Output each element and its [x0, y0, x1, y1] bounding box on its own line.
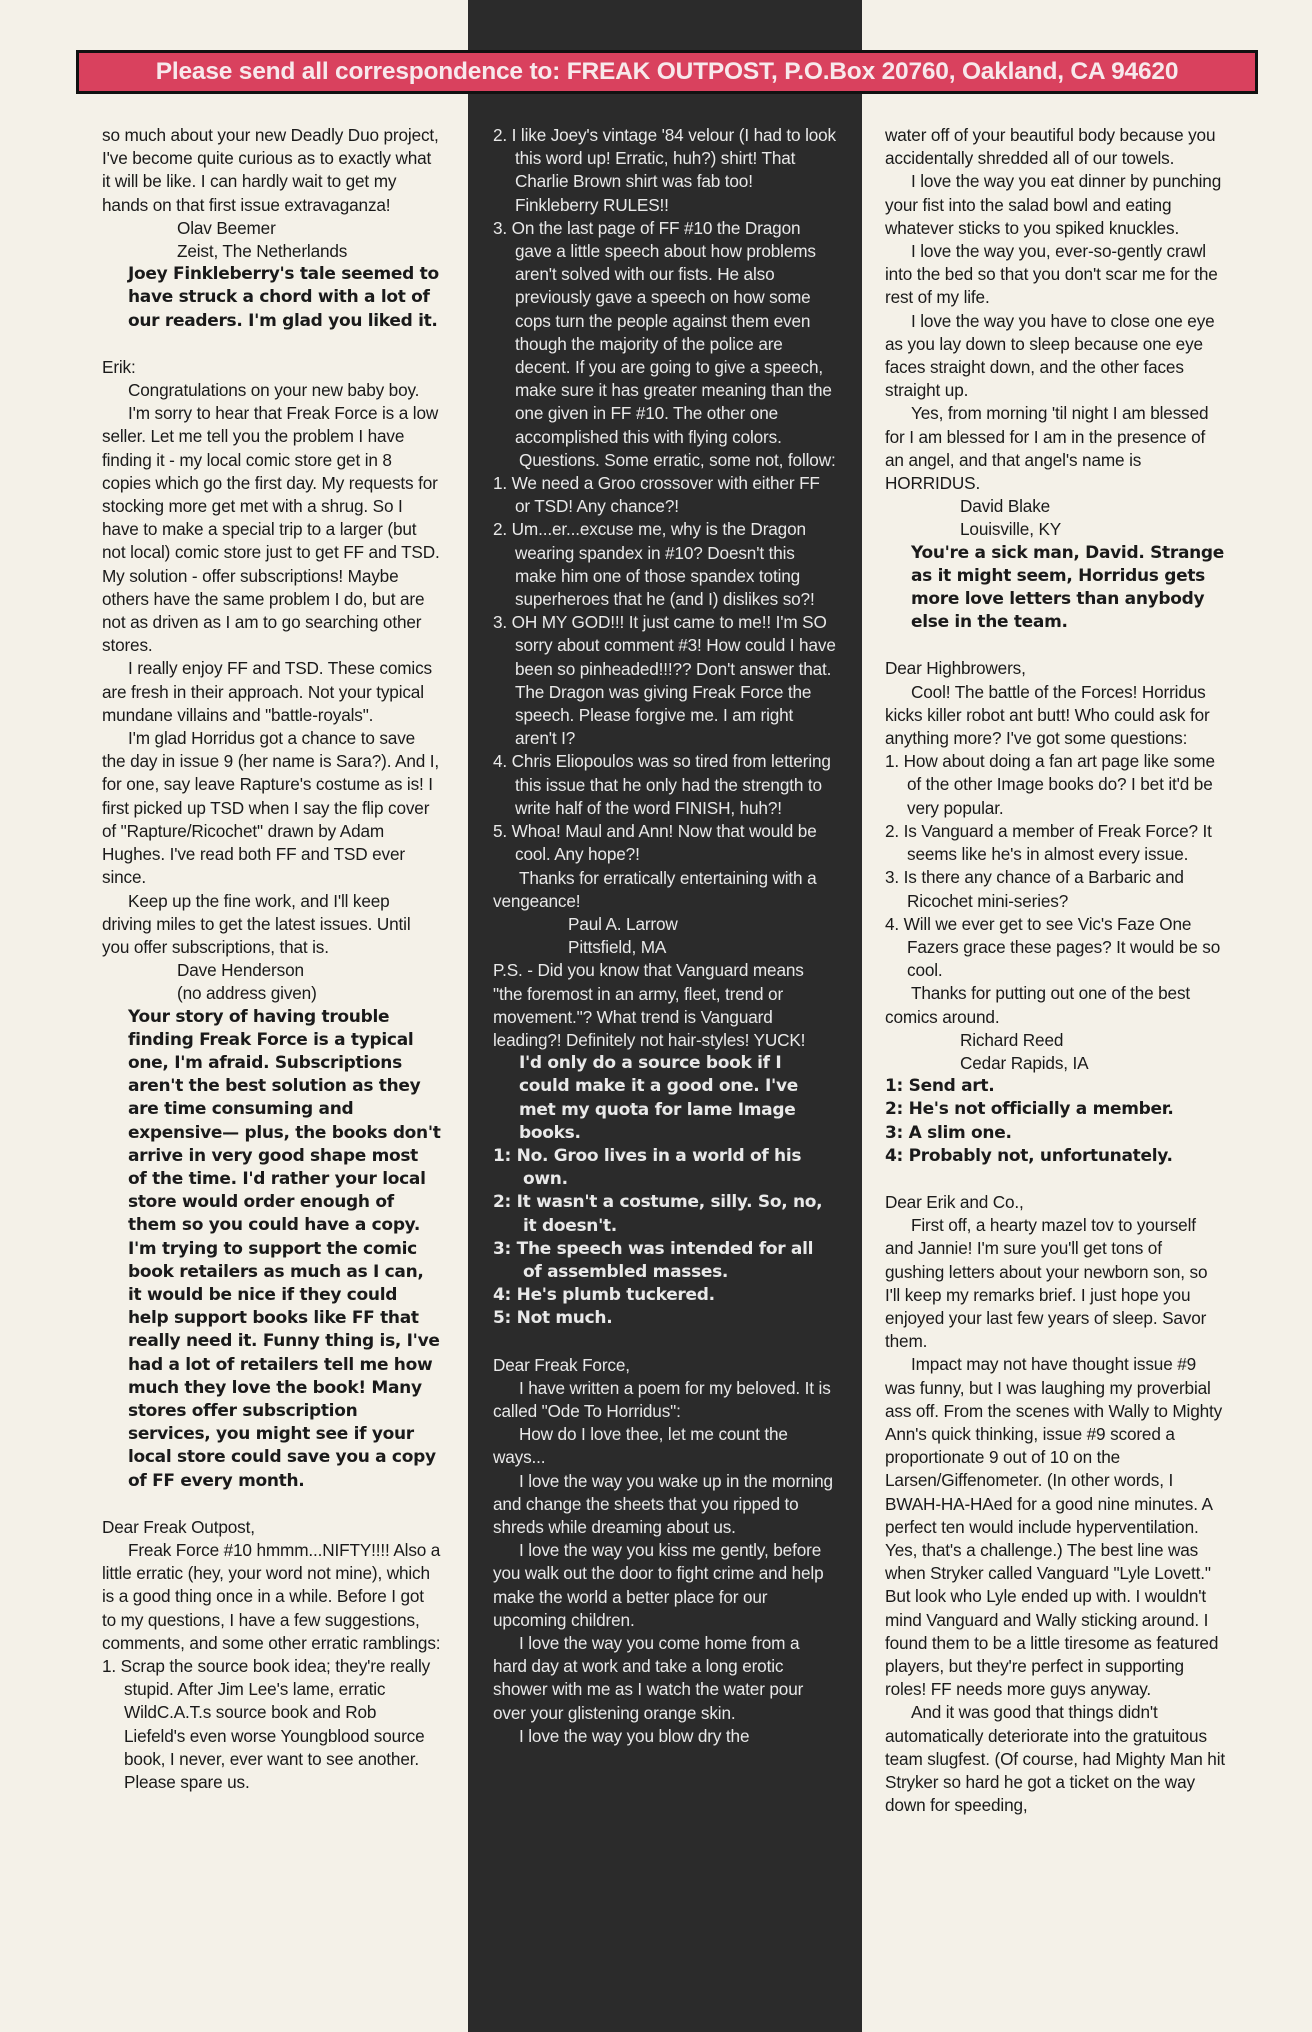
letters-column-right [885, 124, 1225, 1817]
editor-reply: Joey Finkleberry's tale seemed to have struck a chord with a lot of our readers. I'm glad you liked it. [128, 264, 439, 331]
list-item: 5. Whoa! Maul and Ann! Now that would be cool. Any hope?! [493, 821, 817, 865]
paragraph: I love the way you eat dinner by punching your fist into the salad bowl and eating whatever sticks to you spiked knuckles. [885, 171, 1222, 238]
paragraph: Dear Highbrowers, [885, 658, 1026, 679]
paragraph: Thanks for putting out one of the best comics around. [885, 983, 1191, 1027]
paragraph: I love the way you have to close one eye as you lay down to sleep because one eye faces straight down, and the other faces straight up. [885, 310, 1215, 401]
paragraph-gap [885, 634, 1225, 657]
paragraph: I love the way you blow dry the [519, 1725, 750, 1746]
paragraph: I love the way you come home from a hard day at work and take a long erotic shower with me as I watch the water pour over your glistening orange skin. [493, 1633, 804, 1723]
paragraph: so much about your new Deadly Duo project, I've become quite curious as to exactly what it will be like. I can hardly wait to get my hands on that first issue extravaganza! [102, 125, 439, 215]
editor-reply: 1: Send art. [885, 1076, 995, 1097]
list-item: 4. Chris Eliopoulos was so tired from lettering this issue that he only had the strength to write half of the word FINISH, huh?! [493, 751, 831, 818]
list-item: 2. Is Vanguard a member of Freak Force? It seems like he's in almost every issue. [885, 820, 1212, 865]
paragraph: water off of your beautiful body because you accidentally shredded all of our towels. [885, 125, 1216, 169]
paragraph: P.S. - Did you know that Vanguard means "the foremost in an army, fleet, trend or movement."? What trend is Vanguard leading?! Definitely not hair-styles! YUCK! [493, 960, 806, 1050]
letter-signature: Paul A. Larrow [568, 913, 678, 934]
paragraph: Questions. Some erratic, some not, follow: [519, 449, 836, 470]
correspondence-banner [76, 50, 1258, 94]
list-item: 1. We need a Groo crossover with either FF or TSD! Any chance?! [493, 473, 820, 517]
letter-signature: Louisville, KY [960, 519, 1062, 540]
paragraph-gap [102, 333, 442, 356]
paragraph: I really enjoy FF and TSD. These comics are fresh in their approach. Not your typical mundane villains and "battle-royals". [102, 658, 432, 725]
paragraph: I love the way you, ever-so-gently crawl into the bed so that you don't scar me for the rest of my life. [885, 241, 1218, 308]
editor-reply: 5: Not much. [493, 1308, 613, 1329]
paragraph: How do I love thee, let me count the ways... [493, 1424, 788, 1468]
editor-reply: You're a sick man, David. Strange as it might seem, Horridus gets more love letters than anybody else in the team. [911, 542, 1225, 633]
paragraph: I'm sorry to hear that Freak Force is a low seller. Let me tell you the problem I have finding it - my local comic store get in 8 copies which go the first day. My requests for stocking more get met with a shrug. So I have to make a special trip to a larger (but not local) comic store just to get FF and TSD. My solution - offer subscriptions! Maybe others have the same problem I do, but are not as driven as I am to go searching other stores. [102, 403, 440, 656]
editor-reply: 1: No. Groo lives in a world of his own. [493, 1145, 802, 1190]
letter-signature: Cedar Rapids, IA [960, 1052, 1089, 1073]
list-item: 3. On the last page of FF #10 the Dragon gave a little speech about how problems aren't solved with our fists. He also previously gave a speech on how some cops turn the people against them even though the majority of the police are decent. If you are going to give a speech, make sure it has greater meaning than the one given in FF #10. The other one accomplished this with flying colors. [493, 217, 832, 447]
paragraph: I have written a poem for my beloved. It is called "Ode To Horridus": [493, 1377, 831, 1421]
list-item: 2. Um...er...excuse me, why is the Dragon wearing spandex in #10? Doesn't this make him one of those spandex toting superheroes that he (and I) dislikes so?! [493, 519, 815, 610]
paragraph: I love the way you wake up in the morning and change the sheets that you ripped to shreds while dreaming about us. [493, 1470, 833, 1537]
editor-reply: I'd only do a source book if I could make it a good one. I've met my quota for lame Image books. [519, 1053, 798, 1143]
paragraph: I'm glad Horridus got a chance to save the day in issue 9 (her name is Sara?). And I, for one, say leave Rapture's costume as is! I first picked up TSD when I say the flip cover of "Rapture/Ricochet" drawn by Adam Hughes. I've read both FF and TSD ever since. [102, 728, 440, 888]
letter-signature: Olav Beemer [177, 217, 276, 238]
list-item: 3. Is there any chance of a Barbaric and Ricochet mini-series? [885, 867, 1184, 911]
paragraph: Erik: [102, 356, 136, 377]
letters-column-left [102, 124, 442, 1794]
letter-signature: Dave Henderson [177, 960, 304, 981]
paragraph: Thanks for erratically entertaining with a vengeance! [493, 867, 817, 911]
editor-reply: 3: The speech was intended for all of assembled masses. [493, 1238, 814, 1282]
paragraph: Congratulations on your new baby boy. [128, 380, 420, 401]
list-item: 1. Scrap the source book idea; they're really stupid. After Jim Lee's lame, erratic WildC.A.T.s source book and Rob Liefeld's even worse Youngblood source book, I never, ever want to see another. Please spare us. [102, 1656, 431, 1793]
paragraph: Dear Freak Force, [493, 1354, 630, 1375]
paragraph: Dear Erik and Co., [885, 1191, 1024, 1212]
paragraph-gap [885, 1168, 1225, 1191]
paragraph: And it was good that things didn't automatically deteriorate into the gratuitous team slugfest. (Of course, had Mighty Man hit Stryker so hard he got a ticket on the way down for speeding, [885, 1702, 1226, 1816]
paragraph-gap [102, 1493, 442, 1516]
editor-reply: 4: Probably not, unfortunately. [885, 1145, 1173, 1166]
paragraph: Freak Force #10 hmmm...NIFTY!!!! Also a little erratic (hey, your word not mine), which is a good thing once in a while. Before I got to my questions, I have a few suggestions, comments, and some other erratic ramblings: [102, 1539, 441, 1653]
letters-column-center [493, 124, 837, 1748]
list-item: 1. How about doing a fan art page like some of the other Image books do? I bet it'd be very popular. [885, 751, 1215, 818]
paragraph: Impact may not have thought issue #9 was funny, but I was laughing my proverbial ass off. From the scenes with Wally to Mighty Ann's quick thinking, issue #9 scored a proportionate 9 out of 10 on the Larsen/Giffenometer. (In other words, I BWAH-HA-HAed for a good nine minutes. A perfect ten would include hyperventilation. Yes, that's a challenge.) The best line was when Stryker called Vanguard "Lyle Lovett." But look who Lyle ended up with. I wouldn't mind Vanguard and Wally sticking around. I found them to be a little tiresome as featured players, but they're perfect in supporting roles! FF needs more guys anyway. [885, 1354, 1223, 1700]
letter-signature: Zeist, The Netherlands [177, 241, 348, 262]
list-item: 2. I like Joey's vintage '84 velour (I had to look this word up! Erratic, huh?) shirt! That Charlie Brown shirt was fab too! Finkleberry RULES!! [493, 125, 837, 215]
editor-reply: 2: He's not officially a member. [885, 1099, 1174, 1120]
paragraph: Keep up the fine work, and I'll keep driving miles to get the latest issues. Until you offer subscriptions, that is. [102, 890, 411, 957]
paragraph: I love the way you kiss me gently, before you walk out the door to fight crime and help make the world a better place for our upcoming children. [493, 1540, 824, 1630]
letter-signature: Richard Reed [960, 1029, 1064, 1050]
paragraph: Cool! The battle of the Forces! Horridus kicks killer robot ant butt! Who could ask for anything more? I've got some questions: [885, 681, 1210, 749]
editor-reply: 3: A slim one. [885, 1122, 1012, 1143]
list-item: 4. Will we ever get to see Vic's Faze One Fazers grace these pages? It would be so cool. [885, 913, 1221, 981]
editor-reply: Your story of having trouble finding Freak Force is a typical one, I'm afraid. Subscriptions aren't the best solution as they are time consuming and expensive— plus, the books don't arrive in very good shape most of the time. I'd rather your local store would order enough of them so you could have a copy. I'm trying to support the comic book retailers as much as I can, it would be nice if they could help support books like FF that really need it. Funny thing is, I've had a lot of retailers tell me how much they love the book! Many stores offer subscription services, you might see if your local store could save you a copy of FF every month. [128, 1006, 441, 1491]
editor-reply: 2: It wasn't a costume, silly. So, no, it doesn't. [493, 1192, 823, 1236]
letter-signature: David Blake [960, 496, 1051, 517]
paragraph-gap [493, 1331, 837, 1354]
letter-signature: Pittsfield, MA [568, 937, 667, 958]
list-item: 3. OH MY GOD!!! It just came to me!! I'm SO sorry about comment #3! How could I have been so pinheaded!!!?? Don't answer that. The Dragon was giving Freak Force the speech. Please forgive me. I am right aren't I? [493, 612, 836, 749]
paragraph: Yes, from morning 'til night I am blessed for I am blessed for I am in the presence of an angel, and that angel's name is HORRIDUS. [885, 403, 1209, 494]
paragraph: First off, a hearty mazel tov to yourself and Jannie! I'm sure you'll get tons of gushing letters about your newborn son, so I'll keep my remarks brief. I just hope you enjoyed your last few years of sleep. Savor them. [885, 1215, 1208, 1352]
banner-text: Please send all correspondence to: FREAK OUTPOST, P.O.Box 20760, Oakland, CA 94620 [155, 58, 1179, 85]
editor-reply: 4: He's plumb tuckered. [493, 1285, 715, 1306]
paragraph: Dear Freak Outpost, [102, 1516, 255, 1537]
letter-signature: (no address given) [177, 983, 317, 1004]
